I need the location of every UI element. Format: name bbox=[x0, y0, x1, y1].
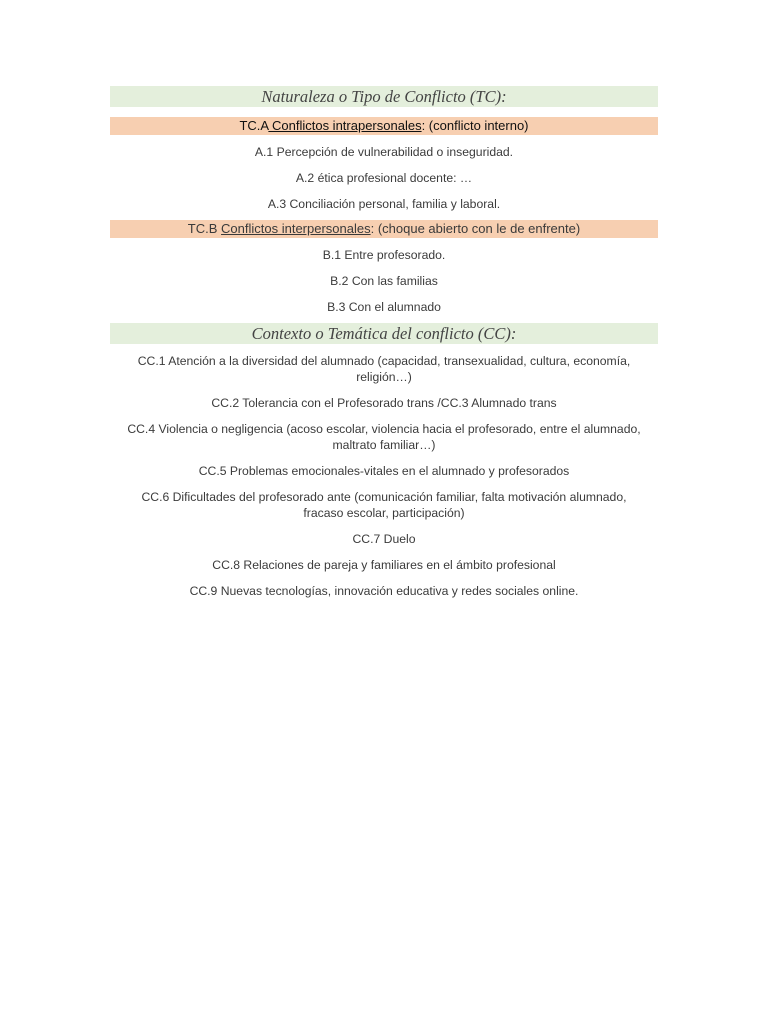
tc-b-subheading bbox=[110, 220, 658, 238]
content-column bbox=[110, 86, 658, 599]
tc-b-suffix: : (choque abierto con le de enfrente) bbox=[370, 221, 581, 236]
list-item-cc6: CC.6 Dificultades del profesorado ante (comunicación familiar, falta motivación alumnado, fracaso escolar, participación) bbox=[141, 490, 627, 520]
list-item-a1: A.1 Percepción de vulnerabilidad o inseguridad. bbox=[254, 145, 514, 159]
tc-a-title: Conflictos intrapersonales bbox=[268, 118, 422, 133]
tc-a-subheading bbox=[110, 117, 658, 135]
list-item-a3: A.3 Conciliación personal, familia y laboral. bbox=[267, 197, 501, 211]
list-item-cc1: CC.1 Atención a la diversidad del alumnado (capacidad, transexualidad, cultura, economía, religión…) bbox=[137, 354, 631, 384]
tc-b-title: Conflictos interpersonales bbox=[221, 221, 371, 236]
list-item-a2: A.2 ética profesional docente: … bbox=[295, 171, 473, 185]
list-item-b2: B.2 Con las familias bbox=[330, 274, 438, 288]
list-item-cc8: CC.8 Relaciones de pareja y familiares en el ámbito profesional bbox=[212, 558, 556, 572]
list-item-cc2-cc3: CC.2 Tolerancia con el Profesorado trans /CC.3 Alumnado trans bbox=[211, 396, 557, 410]
list-item-b1: B.1 Entre profesorado. bbox=[322, 248, 446, 262]
tc-b-prefix: TC.B bbox=[187, 221, 222, 236]
list-item-cc4: CC.4 Violencia o negligencia (acoso escolar, violencia hacia el profesorado, entre el alumnado, maltrato familiar…) bbox=[127, 422, 641, 452]
list-item-cc5: CC.5 Problemas emocionales-vitales en el alumnado y profesorados bbox=[198, 464, 570, 478]
cc-heading: Contexto o Temática del conflicto (CC): bbox=[110, 323, 658, 344]
list-item-b3: B.3 Con el alumnado bbox=[327, 300, 441, 314]
tc-a-prefix: TC.A bbox=[239, 118, 269, 133]
list-item-cc9: CC.9 Nuevas tecnologías, innovación educativa y redes sociales online. bbox=[189, 584, 579, 598]
tc-heading: Naturaleza o Tipo de Conflicto (TC): bbox=[110, 86, 658, 107]
list-item-cc7: CC.7 Duelo bbox=[352, 532, 416, 546]
tc-a-suffix: : (conflicto interno) bbox=[421, 118, 529, 133]
